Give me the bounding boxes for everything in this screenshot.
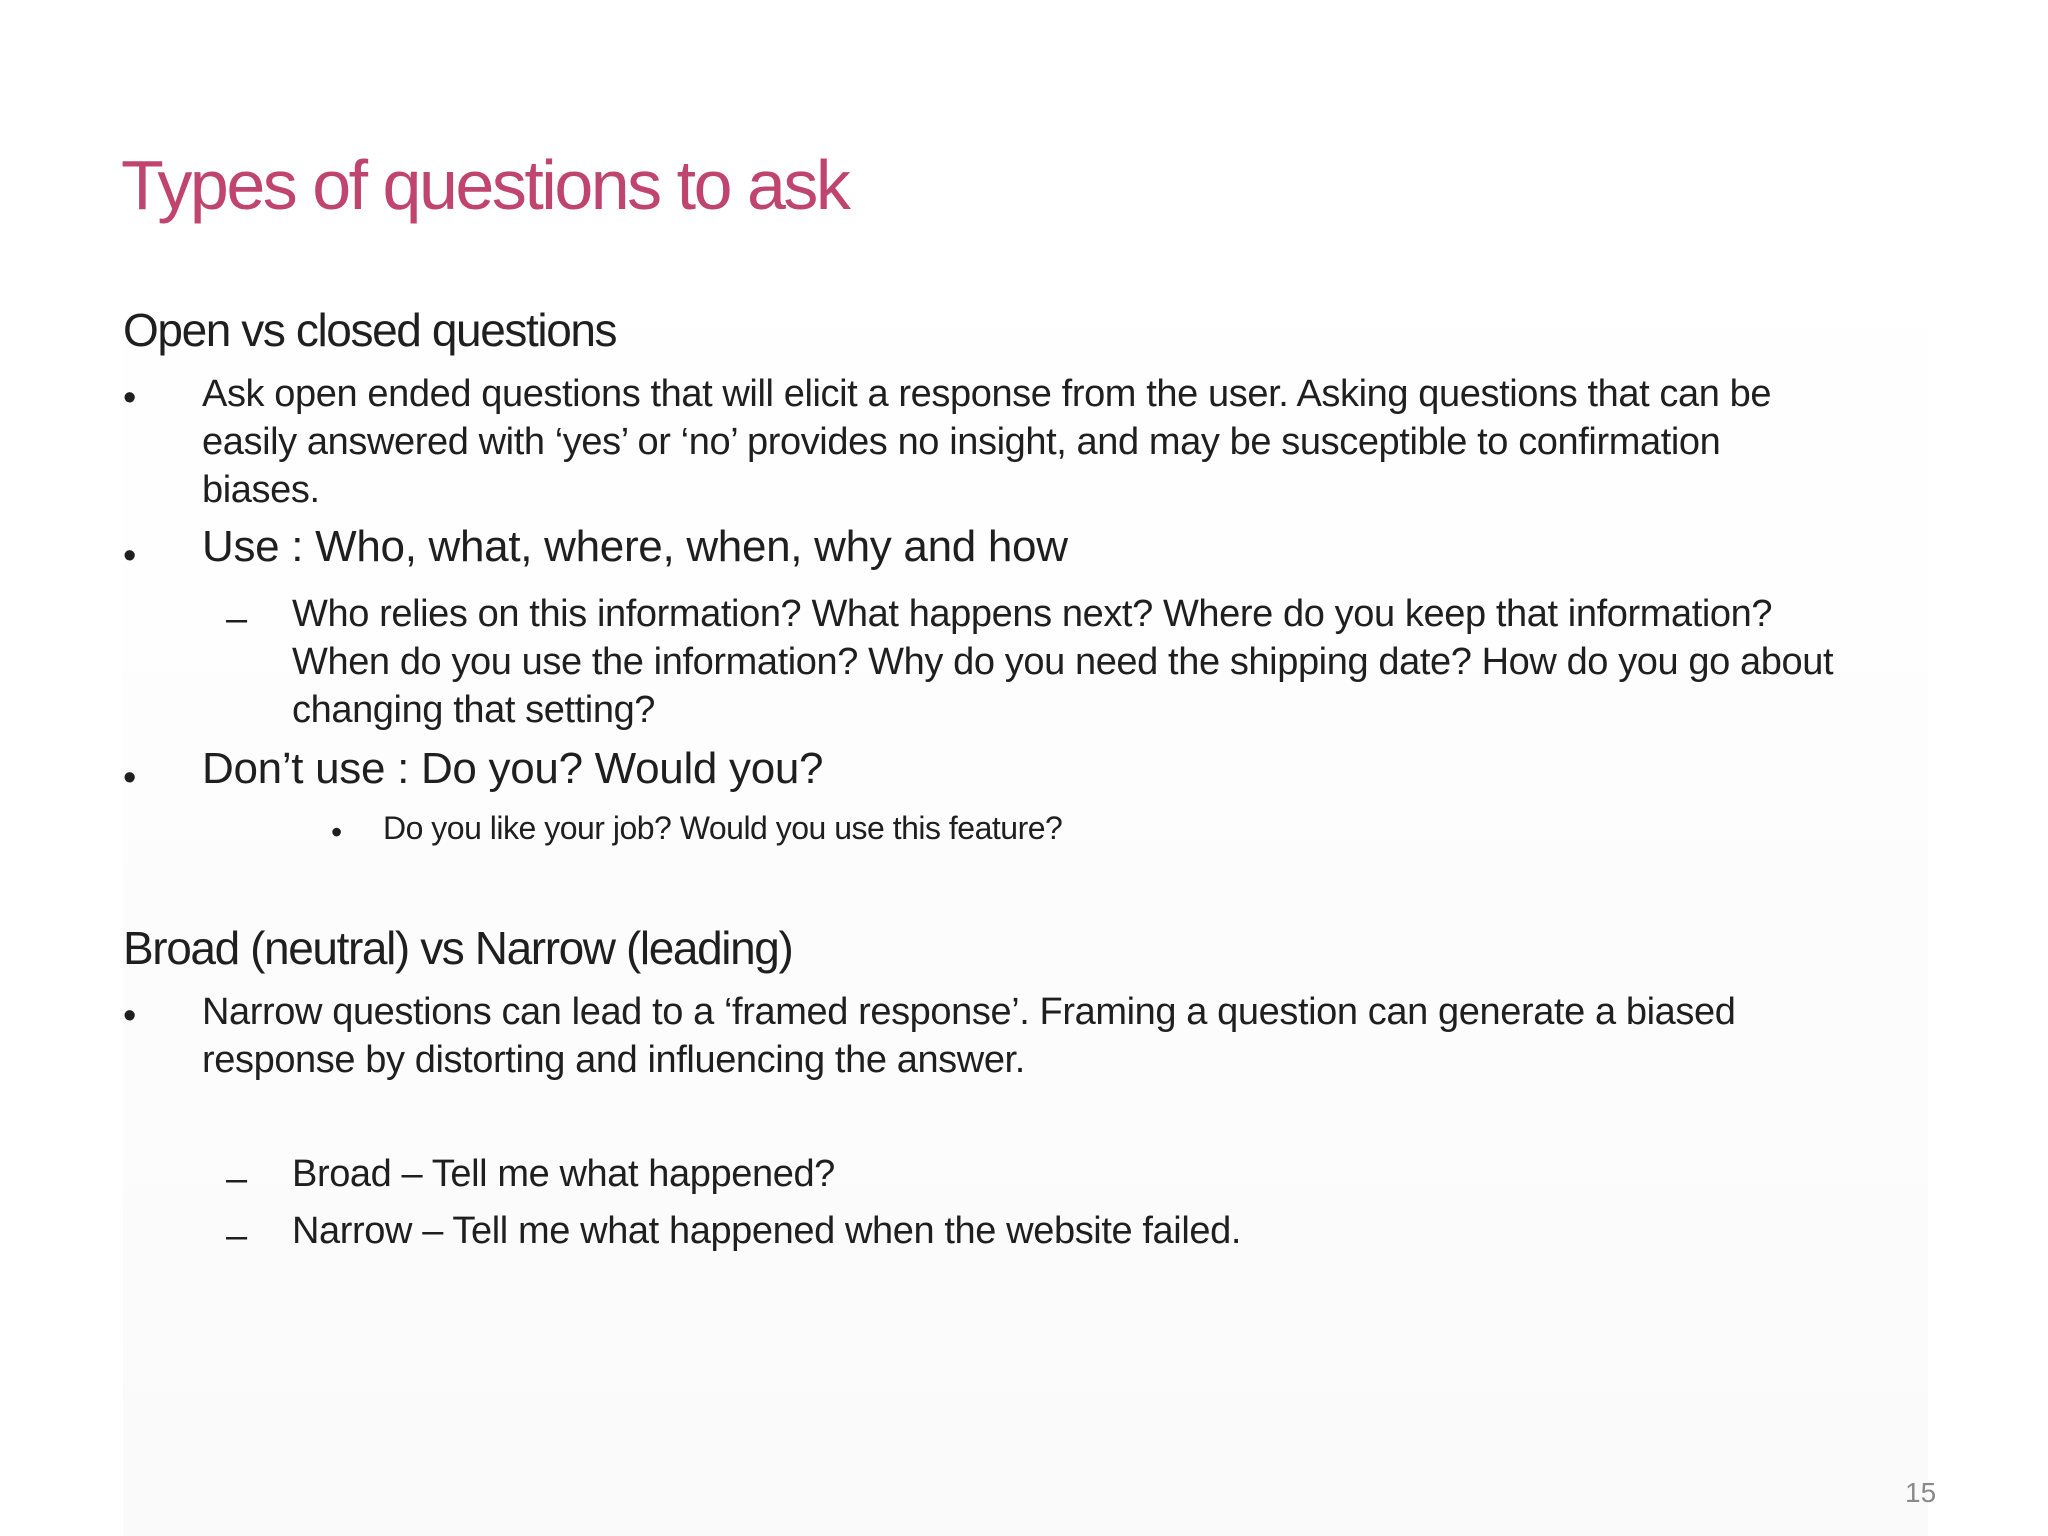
bullet-marker: •	[123, 535, 136, 577]
dash-marker: –	[226, 598, 247, 640]
subbullet-text: Broad – Tell me what happened?	[292, 1153, 835, 1195]
subbullet-line: When do you use the information? Why do you need the shipping date? How do you go about	[292, 641, 1834, 683]
subbullet-line: Who relies on this information? What happens next? Where do you keep that information?	[292, 593, 1773, 635]
bullet-text	[202, 370, 1771, 514]
dash-marker: –	[226, 1215, 247, 1257]
bullet-marker: •	[123, 377, 136, 419]
bullet-line: response by distorting and influencing the answer.	[202, 1039, 1025, 1081]
bullet-marker: •	[331, 814, 342, 850]
bullet-line: Narrow questions can lead to a ‘framed response’. Framing a question can generate a biased	[202, 991, 1736, 1033]
bullet-text	[202, 988, 1735, 1084]
dash-marker: –	[226, 1158, 247, 1200]
section-heading-broad-vs-narrow: Broad (neutral) vs Narrow (leading)	[123, 922, 793, 974]
bullet-line: biases.	[202, 469, 320, 511]
bullet-line: easily answered with ‘yes’ or ‘no’ provides no insight, and may be susceptible to confirmation	[202, 421, 1721, 463]
section-heading-open-vs-closed: Open vs closed questions	[123, 304, 617, 356]
subbullet-text: Narrow – Tell me what happened when the website failed.	[292, 1210, 1241, 1252]
bullet-marker: •	[123, 757, 136, 799]
subbullet-text	[292, 590, 1833, 734]
bullet-marker: •	[123, 995, 136, 1037]
bullet-line: Ask open ended questions that will elicit a response from the user. Asking questions that can be	[202, 373, 1772, 415]
page-number: 15	[1905, 1477, 1937, 1508]
slide-title: Types of questions to ask	[121, 146, 849, 224]
bullet-text: Don’t use : Do you? Would you?	[202, 744, 824, 793]
subbullet-line: changing that setting?	[292, 689, 656, 731]
subbullet-text: Do you like your job? Would you use this feature?	[383, 810, 1063, 846]
bullet-text: Use : Who, what, where, when, why and how	[202, 522, 1068, 571]
